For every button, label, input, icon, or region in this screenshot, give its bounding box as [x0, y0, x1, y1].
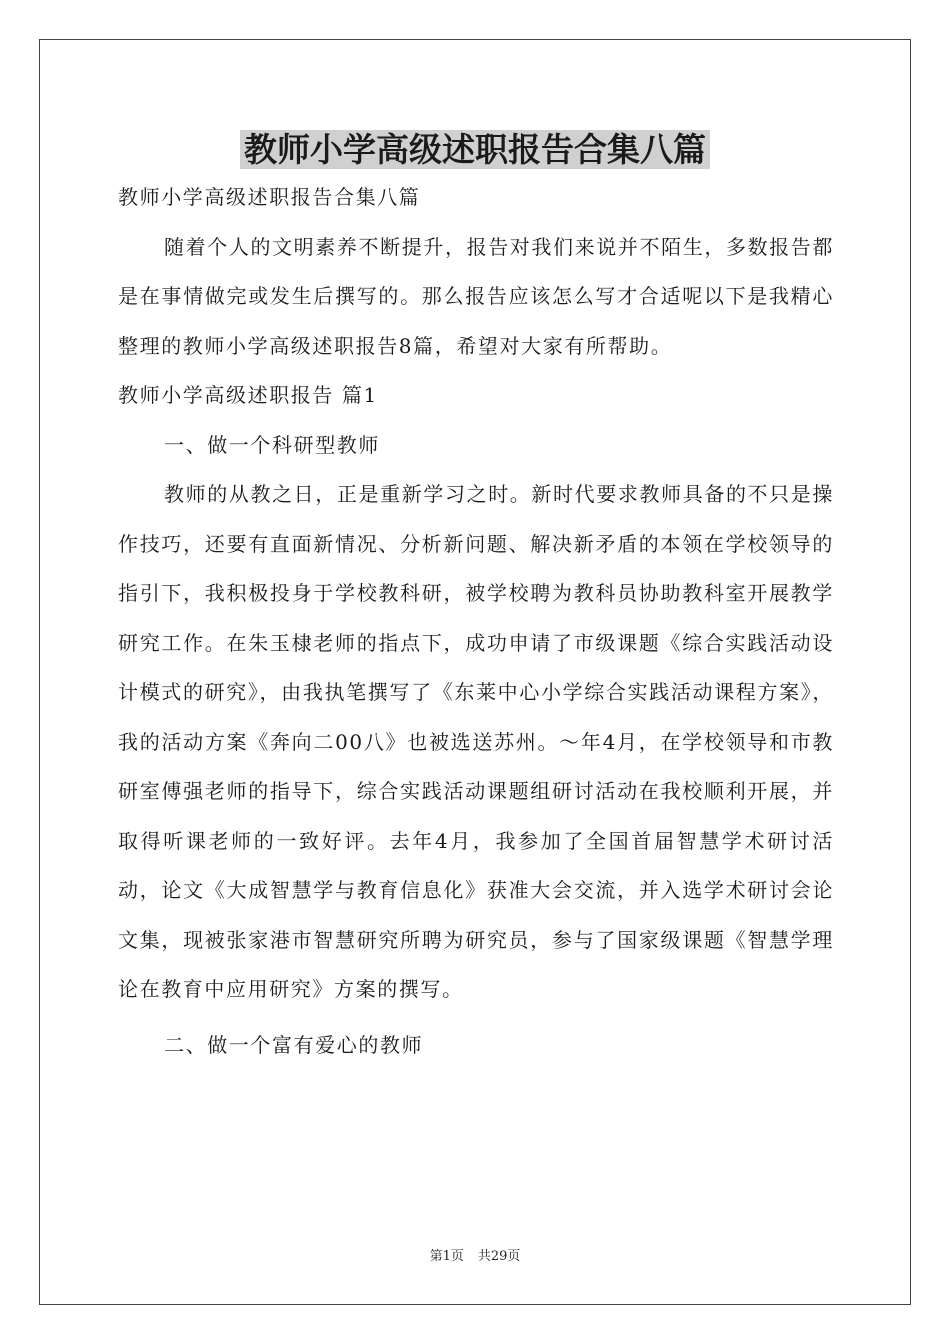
total-pages: 共29页 — [477, 1249, 521, 1264]
page-footer — [0, 1247, 950, 1267]
intro-paragraph: 随着个人的文明素养不断提升，报告对我们来说并不陌生，多数报告都是在事情做完或发生后撰写的。那么报告应该怎么写才合适呢以下是我精心整理的教师小学高级述职报告8篇，希望对大家有所帮助。 — [118, 234, 834, 358]
subsection-heading: 一、做一个科研型教师 — [164, 432, 380, 457]
document-title-text: 教师小学高级述职报告合集八篇 — [240, 130, 710, 169]
subsection-heading: 二、做一个富有爱心的教师 — [164, 1032, 424, 1057]
subtitle-paragraph: 教师小学高级述职报告合集八篇 — [118, 185, 421, 209]
page-number: 第1页 — [429, 1249, 464, 1264]
document-body — [118, 173, 834, 1070]
document-title — [0, 124, 950, 176]
section-heading: 教师小学高级述职报告 篇1 — [118, 383, 378, 407]
body-paragraph: 教师的从教之日，正是重新学习之时。新时代要求教师具备的不只是操作技巧，还要有直面新情况、分析新问题、解决新矛盾的本领在学校领导的指引下，我积极投身于学校教科研，被学校聘为教科员协助教科室开展教学研究工作。在朱玉棣老师的指点下，成功申请了市级课题《综合实践活动设计模式的研究》，由我执笔撰写了《东莱中心小学综合实践活动课程方案》，我的活动方案《奔向二00八》也被选送苏州。～年4月，在学校领导和市教研室傅强老师的指导下，综合实践活动课题组研讨活动在我校顺利开展，并取得听课老师的一致好评。去年4月，我参加了全国首届智慧学术研讨活动，论文《大成智慧学与教育信息化》获准大会交流，并入选学术研讨会论文集，现被张家港市智慧研究所聘为研究员，参与了国家级课题《智慧学理论在教育中应用研究》方案的撰写。 — [118, 482, 834, 1001]
